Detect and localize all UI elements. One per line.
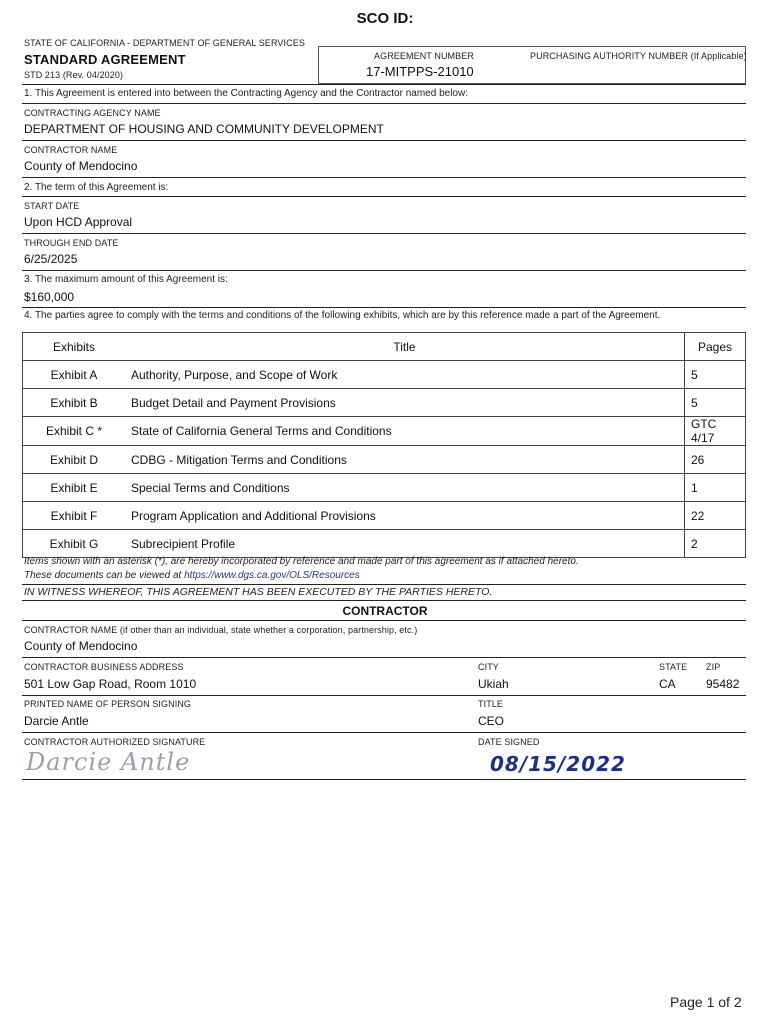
table-row [23,361,746,389]
exhibit-cell: Exhibit F [23,502,126,530]
table-row [23,417,746,446]
exhibit-cell: Exhibit B [23,389,126,417]
pages-cell: 5 [685,361,746,389]
column-header-title: Title [125,333,685,361]
divider [22,584,746,585]
divider [22,196,746,197]
exhibits-table [22,332,746,558]
divider [22,270,746,271]
form-title: STANDARD AGREEMENT [24,52,186,67]
contractor-name-value[interactable]: County of Mendocino [24,159,138,173]
state-value[interactable]: CA [659,677,676,691]
zip-value[interactable]: 95482 [706,677,740,691]
agency-line: STATE OF CALIFORNIA - DEPARTMENT OF GENERAL SERVICES [24,38,305,48]
exhibit-cell: Exhibit C * [23,417,126,446]
exhibit-cell: Exhibit A [23,361,126,389]
column-header-pages: Pages [685,333,746,361]
agreement-number-label: AGREEMENT NUMBER [374,51,474,61]
printed-name-value[interactable]: Darcie Antle [24,714,89,728]
end-date-value[interactable]: 6/25/2025 [24,252,78,266]
exhibit-cell: Exhibit D [23,446,126,474]
agreement-number[interactable]: 17-MITPPS-21010 [366,64,474,79]
divider [22,140,746,141]
business-address-label: CONTRACTOR BUSINESS ADDRESS [24,662,184,672]
title-cell: Program Application and Additional Provisions [125,502,685,530]
column-header-exhibits: Exhibits [23,333,126,361]
divider [22,657,746,658]
contracting-agency-label: CONTRACTING AGENCY NAME [24,108,161,118]
divider [22,695,746,696]
table-row [23,389,746,417]
title-cell: State of California General Terms and Conditions [125,417,685,446]
divider [22,103,746,104]
pages-cell: 26 [685,446,746,474]
state-label: STATE [659,662,688,672]
signature[interactable]: Darcie Antle [26,748,191,776]
pages-cell: 1 [685,474,746,502]
contracting-agency-value[interactable]: DEPARTMENT OF HOUSING AND COMMUNITY DEVELOPMENT [24,122,384,136]
start-date-label: START DATE [24,201,80,211]
date-signed-value[interactable]: 08/15/2022 [490,752,626,776]
divider [22,600,746,601]
divider [22,177,746,178]
section1-text: 1. This Agreement is entered into between the Contracting Agency and the Contractor named below: [24,88,468,99]
city-value[interactable]: Ukiah [478,677,509,691]
max-amount-value[interactable]: $160,000 [24,290,75,304]
title-cell: Subrecipient Profile [125,530,685,558]
section2-text: 2. The term of this Agreement is: [24,182,169,193]
title-label: TITLE [478,699,504,709]
divider [22,84,746,85]
authorized-signature-label: CONTRACTOR AUTHORIZED SIGNATURE [24,737,206,747]
city-label: CITY [478,662,499,672]
form-number: STD 213 (Rev. 04/2020) [24,70,124,80]
section4-text: 4. The parties agree to comply with the terms and conditions of the following exhibits, which are by this reference made a part of the Agreement. [24,310,661,321]
viewed-prefix: These documents can be viewed at [24,570,185,581]
pages-cell: 22 [685,502,746,530]
pages-cell: 2 [685,530,746,558]
section3-text: 3. The maximum amount of this Agreement is: [24,274,228,285]
viewed-note [24,570,360,581]
title-cell: Authority, Purpose, and Scope of Work [125,361,685,389]
title-cell: Special Terms and Conditions [125,474,685,502]
start-date-value[interactable]: Upon HCD Approval [24,215,133,229]
table-header-row [23,333,746,361]
pages-cell: 5 [685,389,746,417]
table-row [23,474,746,502]
exhibit-cell: Exhibit G [23,530,126,558]
divider [22,779,746,780]
divider [22,233,746,234]
resources-link[interactable]: https://www.dgs.ca.gov/OLS/Resources [184,570,360,581]
witness-statement: IN WITNESS WHEREOF, THIS AGREEMENT HAS BEEN EXECUTED BY THE PARTIES HERETO. [24,586,493,598]
business-address-value[interactable]: 501 Low Gap Road, Room 1010 [24,677,197,691]
page-number: Page 1 of 2 [670,994,742,1010]
zip-label: ZIP [706,662,721,672]
purchasing-authority-label: PURCHASING AUTHORITY NUMBER (If Applicable) [530,51,747,61]
table-row [23,502,746,530]
end-date-label: THROUGH END DATE [24,238,119,248]
pages-cell: GTC 4/17 [685,417,746,446]
printed-name-label: PRINTED NAME OF PERSON SIGNING [24,699,192,709]
contractor-name-label: CONTRACTOR NAME [24,145,118,155]
exhibit-cell: Exhibit E [23,474,126,502]
table-row [23,530,746,558]
divider [22,732,746,733]
table-row [23,446,746,474]
divider [22,307,746,308]
title-cell: CDBG - Mitigation Terms and Conditions [125,446,685,474]
title-value[interactable]: CEO [478,714,505,728]
date-signed-label: DATE SIGNED [478,737,540,747]
contractor-block-name-label: CONTRACTOR NAME (if other than an individual, state whether a corporation, partnership, etc.) [24,625,418,635]
title-cell: Budget Detail and Payment Provisions [125,389,685,417]
contractor-heading: CONTRACTOR [342,604,428,618]
divider [22,620,746,621]
sco-id-label: SCO ID: [356,10,414,27]
contractor-block-name-value[interactable]: County of Mendocino [24,639,138,653]
asterisk-note: Items shown with an asterisk (*), are hereby incorporated by reference and made part of this agreement as if attached hereto. [24,556,579,567]
